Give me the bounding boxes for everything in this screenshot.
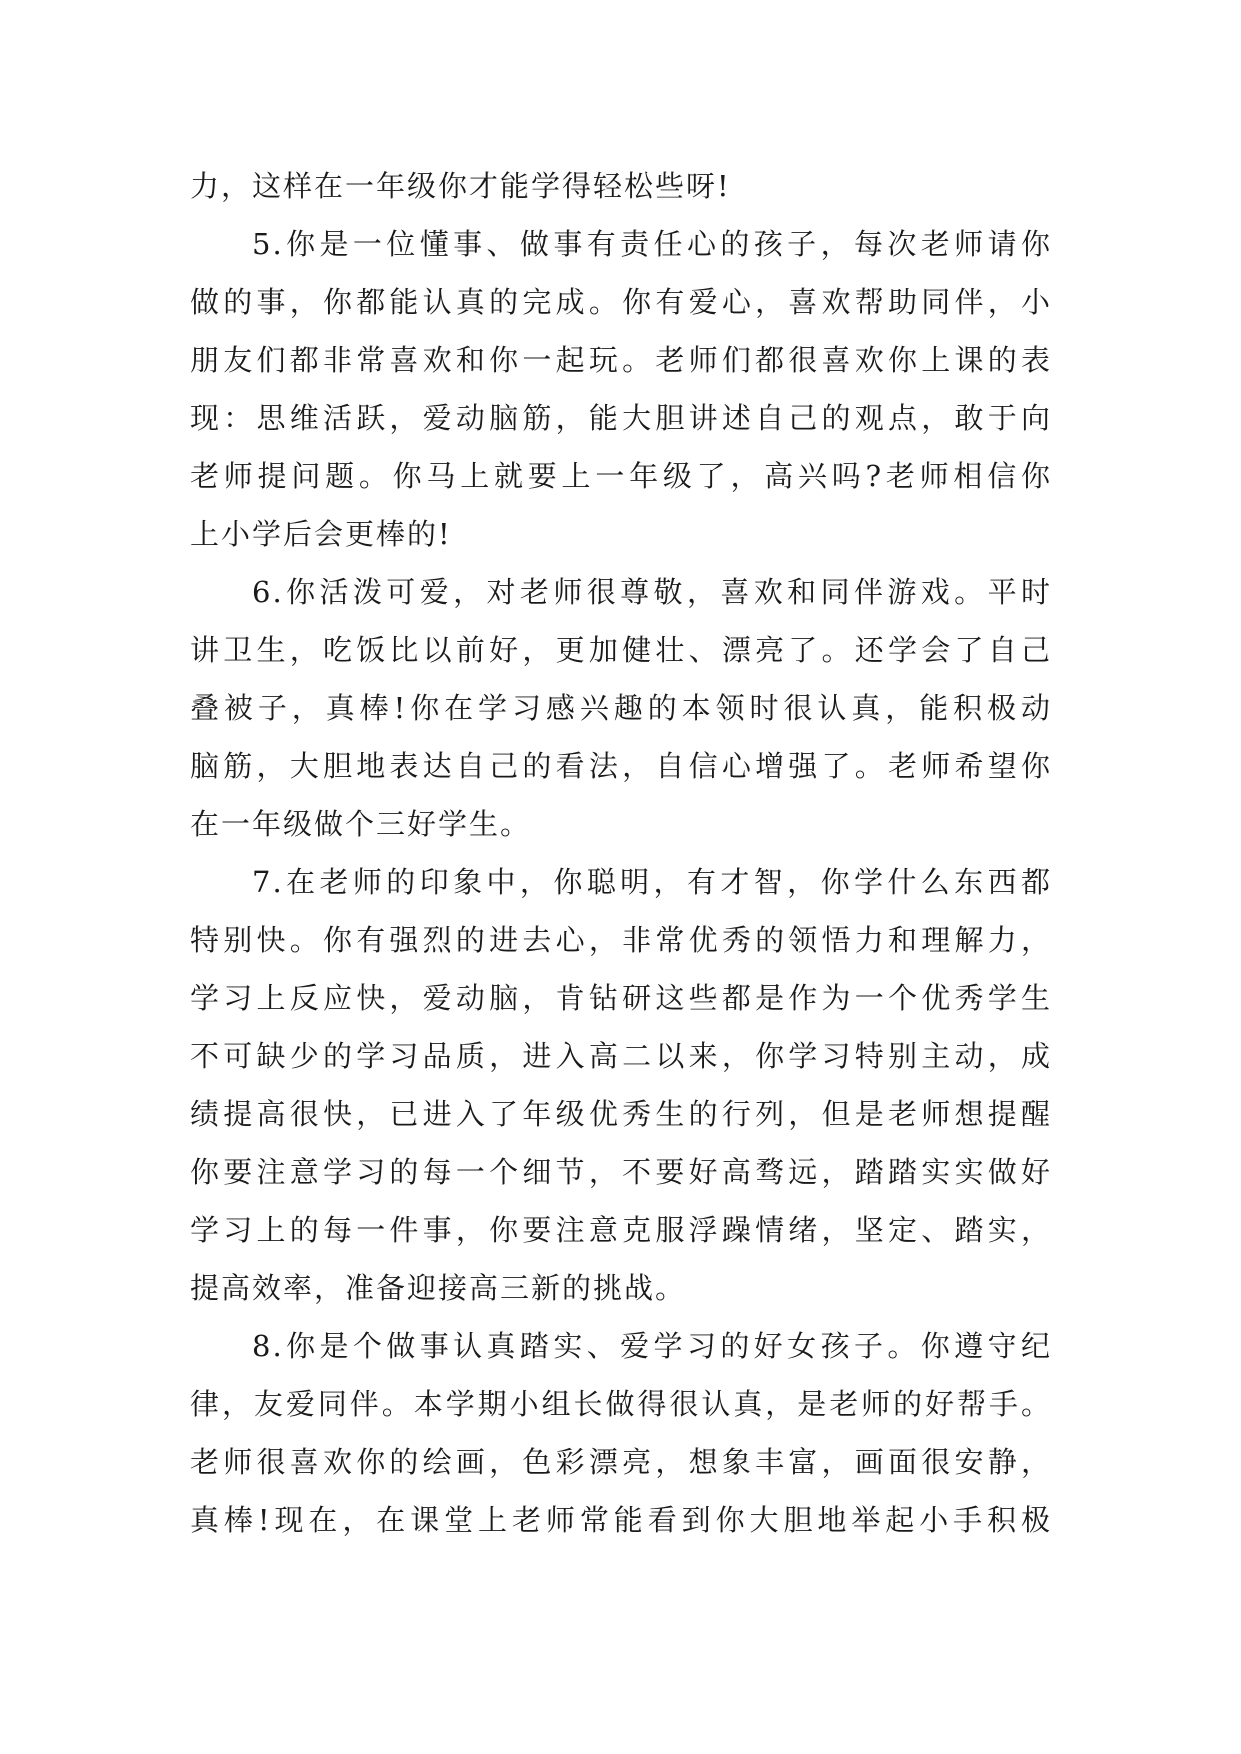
- text-line: 律，友爱同伴。本学期小组长做得很认真，是老师的好帮手。: [190, 1387, 1052, 1421]
- text-line: 提高效率，准备迎接高三新的挑战。: [190, 1271, 687, 1305]
- text-line: 讲卫生，吃饭比以前好，更加健壮、漂亮了。还学会了自己: [190, 633, 1052, 667]
- text-line: 朋友们都非常喜欢和你一起玩。老师们都很喜欢你上课的表: [190, 343, 1052, 377]
- text-line: 特别快。你有强烈的进去心，非常优秀的领悟力和理解力，: [190, 923, 1052, 957]
- text-line: 绩提高很快，已进入了年级优秀生的行列，但是老师想提醒: [190, 1097, 1052, 1131]
- text-line: 你要注意学习的每一个细节，不要好高骛远，踏踏实实做好: [190, 1155, 1052, 1189]
- document-body: [190, 157, 1052, 1549]
- text-line: 叠被子，真棒!你在学习感兴趣的本领时很认真，能积极动: [190, 691, 1052, 725]
- text-line: 脑筋，大胆地表达自己的看法，自信心增强了。老师希望你: [190, 749, 1052, 783]
- text-line: 6.你活泼可爱，对老师很尊敬，喜欢和同伴游戏。平时: [252, 575, 1052, 609]
- text-line: 不可缺少的学习品质，进入高二以来，你学习特别主动，成: [190, 1039, 1052, 1073]
- text-line: 在一年级做个三好学生。: [190, 807, 532, 841]
- text-line: 现：思维活跃，爱动脑筋，能大胆讲述自己的观点，敢于向: [190, 401, 1052, 435]
- text-line: 学习上的每一件事，你要注意克服浮躁情绪，坚定、踏实，: [190, 1213, 1052, 1247]
- text-line: 老师提问题。你马上就要上一年级了，高兴吗?老师相信你: [190, 459, 1052, 493]
- text-line: 5.你是一位懂事、做事有责任心的孩子，每次老师请你: [252, 227, 1052, 261]
- text-line: 老师很喜欢你的绘画，色彩漂亮，想象丰富，画面很安静，: [190, 1445, 1052, 1479]
- text-line: 7.在老师的印象中，你聪明，有才智，你学什么东西都: [252, 865, 1052, 899]
- text-line: 做的事，你都能认真的完成。你有爱心，喜欢帮助同伴，小: [190, 285, 1052, 319]
- text-line: 上小学后会更棒的!: [190, 517, 452, 551]
- text-line: 真棒!现在，在课堂上老师常能看到你大胆地举起小手积极: [190, 1503, 1052, 1537]
- text-line: 学习上反应快，爱动脑，肯钻研这些都是作为一个优秀学生: [190, 981, 1052, 1015]
- text-line: 力，这样在一年级你才能学得轻松些呀!: [190, 169, 731, 203]
- text-line: 8.你是个做事认真踏实、爱学习的好女孩子。你遵守纪: [252, 1329, 1052, 1363]
